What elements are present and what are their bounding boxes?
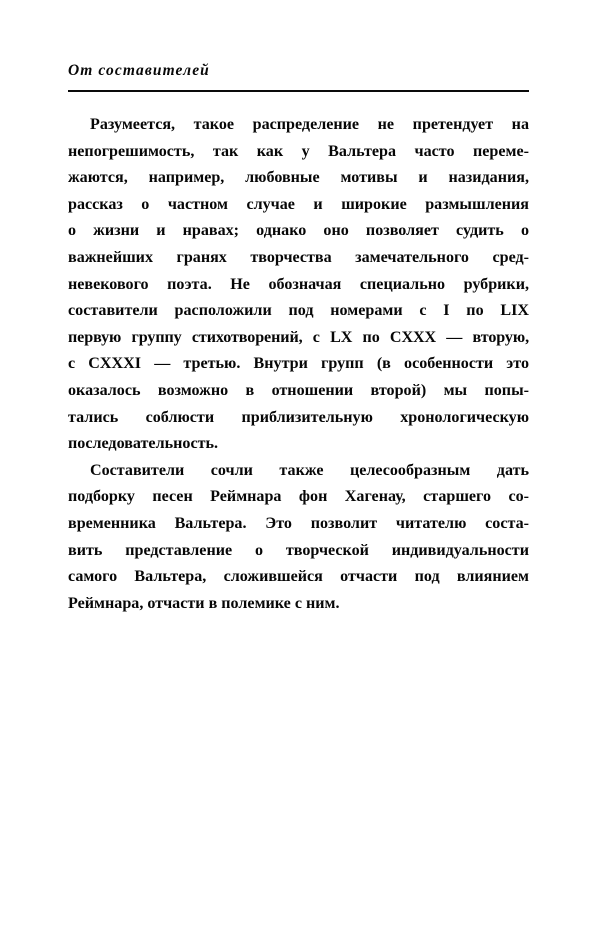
text-line: с CXXXI — третью. Внутри групп (в особенности это: [68, 355, 529, 373]
text-line: невекового поэта. Не обозначая специально рубрики,: [68, 275, 529, 293]
body-copy: [68, 112, 529, 617]
text-line: подборку песен Реймнара фон Хагенау, старшего со-: [68, 488, 529, 506]
text-line: оказалось возможно в отношении второй) мы попы-: [68, 381, 529, 399]
text-line: непогрешимость, так как у Вальтера часто переме-: [68, 142, 529, 160]
text-line: временника Вальтера. Это позволит читателю соста-: [68, 514, 529, 532]
text-line: тались соблюсти приблизительную хронологическую: [68, 408, 529, 426]
text-line: Разумеется, такое распределение не претендует на: [90, 116, 529, 134]
text-line: Реймнара, отчасти в полемике с ним.: [68, 594, 340, 612]
text-line: Составители сочли также целесообразным дать: [90, 461, 529, 479]
text-line: последовательность.: [68, 435, 219, 453]
text-line: самого Вальтера, сложившейся отчасти под влиянием: [68, 568, 529, 586]
text-line: о жизни и нравах; однако оно позволяет судить о: [68, 222, 529, 240]
text-line: важнейших гранях творчества замечательного сред-: [68, 249, 529, 267]
paragraph: [68, 458, 529, 618]
text-line: составители расположили под номерами с I по LIX: [68, 302, 529, 320]
header-rule: [68, 90, 529, 92]
text-line: первую группу стихотворений, с LX по CXXX — вторую,: [68, 328, 529, 346]
text-block: [68, 62, 529, 617]
text-line: рассказ о частном случае и широкие размышления: [68, 195, 529, 213]
text-line: жаются, например, любовные мотивы и назидания,: [68, 169, 529, 187]
running-head: От составителей: [68, 62, 210, 79]
paragraph: [68, 112, 529, 458]
text-line: вить представление о творческой индивидуальности: [68, 541, 529, 559]
